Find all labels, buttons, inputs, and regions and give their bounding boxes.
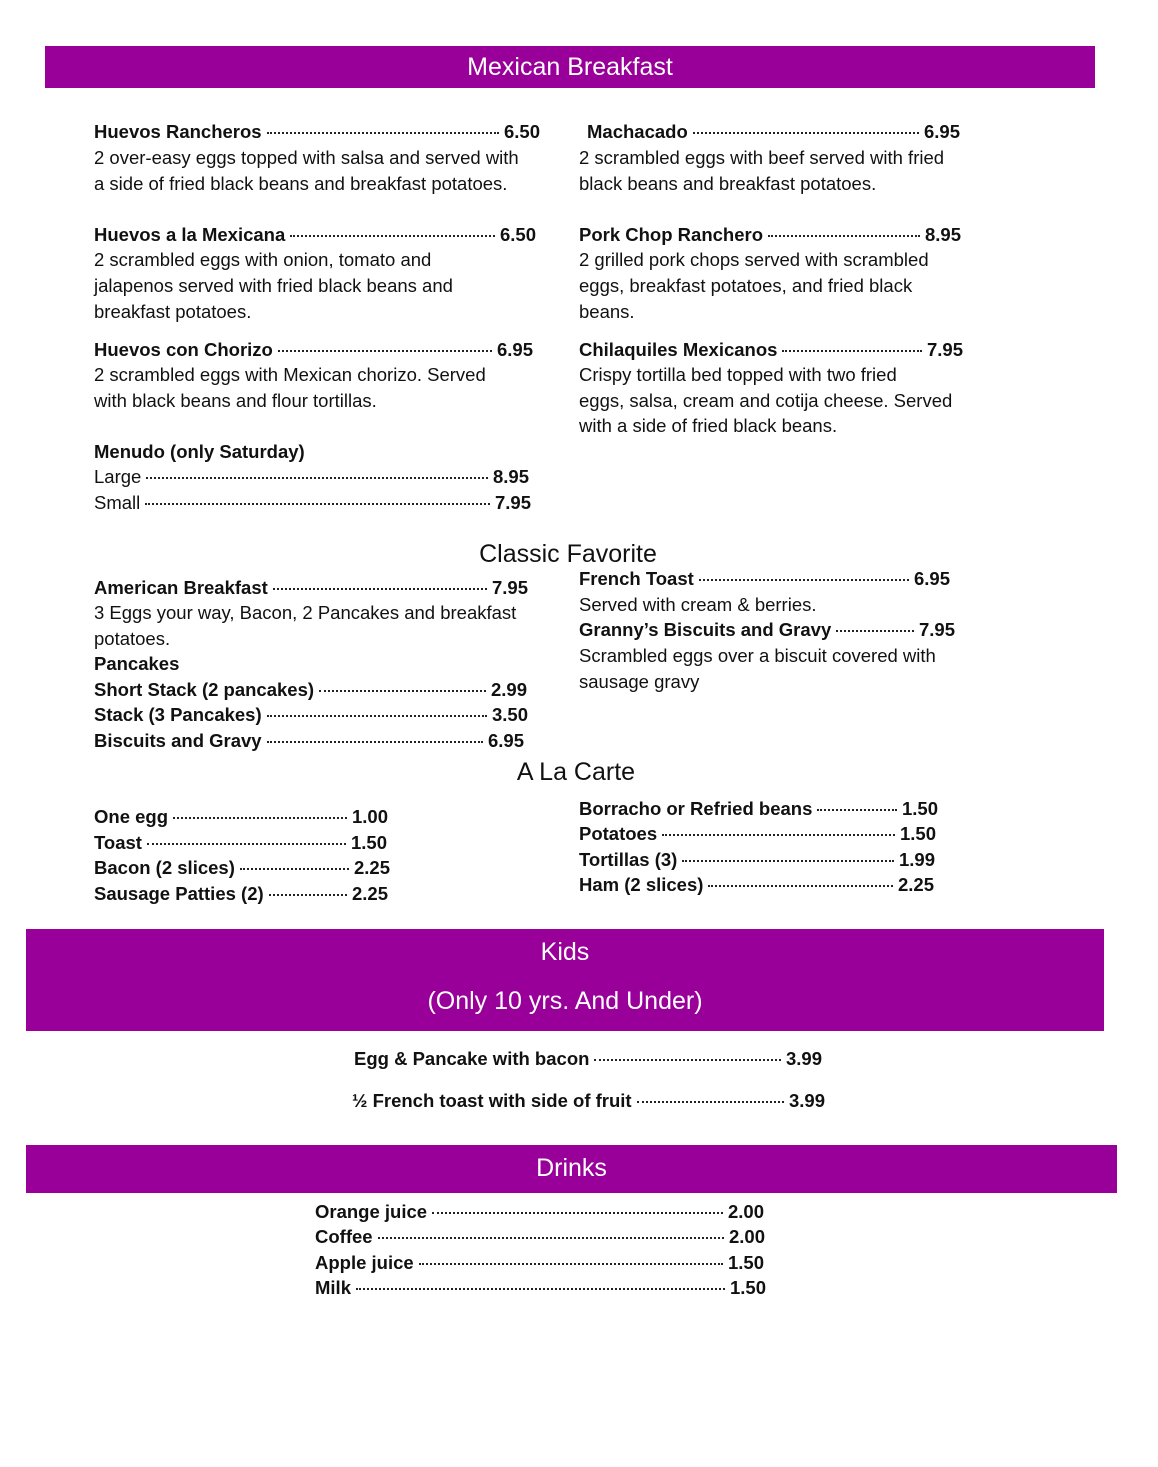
menu-item bbox=[315, 1252, 764, 1276]
item-price: 3.99 bbox=[785, 1048, 822, 1069]
dot-leader bbox=[693, 132, 919, 134]
item-name: Pork Chop Ranchero bbox=[579, 224, 763, 245]
menu-item bbox=[94, 704, 528, 728]
menu-item bbox=[94, 224, 536, 248]
section-title-a-la-carte: A La Carte bbox=[516, 758, 636, 786]
item-description: potatoes. bbox=[94, 628, 171, 649]
menu-item bbox=[94, 832, 387, 856]
menu-item bbox=[94, 492, 531, 516]
item-name: Huevos Rancheros bbox=[94, 121, 262, 142]
menudo-title: Menudo (only Saturday) bbox=[94, 441, 305, 462]
item-price: 2.99 bbox=[490, 679, 527, 700]
item-name: ½ French toast with side of fruit bbox=[352, 1090, 632, 1111]
dot-leader bbox=[319, 690, 486, 692]
menu-item bbox=[315, 1277, 766, 1301]
item-price: 1.50 bbox=[901, 798, 938, 819]
item-description: eggs, salsa, cream and cotija cheese. Served bbox=[579, 390, 953, 411]
item-description: 3 Eggs your way, Bacon, 2 Pancakes and breakfast bbox=[94, 602, 517, 623]
item-name: Apple juice bbox=[315, 1252, 414, 1273]
item-price: 1.00 bbox=[351, 806, 388, 827]
dot-leader bbox=[419, 1263, 723, 1265]
dot-leader bbox=[278, 350, 492, 352]
item-description: Crispy tortilla bed topped with two fried bbox=[579, 364, 897, 385]
section-subtitle: (Only 10 yrs. And Under) bbox=[427, 987, 703, 1015]
pancakes-label: Pancakes bbox=[94, 653, 180, 674]
menu-item bbox=[352, 1090, 825, 1114]
item-name: Chilaquiles Mexicanos bbox=[579, 339, 778, 360]
item-name: Sausage Patties (2) bbox=[94, 883, 264, 904]
item-price: 3.99 bbox=[788, 1090, 825, 1111]
menu-item bbox=[94, 730, 524, 754]
item-description: jalapenos served with fried black beans and bbox=[94, 275, 453, 296]
menu-item bbox=[94, 883, 388, 907]
menu-item bbox=[579, 339, 963, 363]
section-title: Mexican Breakfast bbox=[467, 53, 673, 81]
dot-leader bbox=[147, 843, 346, 845]
menu-item bbox=[354, 1048, 822, 1072]
item-price: 7.95 bbox=[918, 619, 955, 640]
item-name: Milk bbox=[315, 1277, 351, 1298]
item-price: 8.95 bbox=[492, 466, 529, 487]
item-price: 2.25 bbox=[351, 883, 388, 904]
item-price: 6.50 bbox=[499, 224, 536, 245]
menu-item bbox=[94, 806, 388, 830]
section-header-mexican-breakfast bbox=[45, 46, 1095, 88]
item-price: 2.25 bbox=[897, 874, 934, 895]
item-name: Bacon (2 slices) bbox=[94, 857, 235, 878]
dot-leader bbox=[267, 132, 499, 134]
item-description: with black beans and flour tortillas. bbox=[94, 390, 377, 411]
item-description: breakfast potatoes. bbox=[94, 301, 252, 322]
item-name: Huevos con Chorizo bbox=[94, 339, 273, 360]
item-name: Small bbox=[94, 492, 141, 513]
dot-leader bbox=[240, 868, 349, 870]
item-price: 2.00 bbox=[727, 1201, 764, 1222]
dot-leader bbox=[267, 715, 487, 717]
dot-leader bbox=[273, 588, 487, 590]
menu-item bbox=[94, 679, 527, 703]
dot-leader bbox=[768, 235, 920, 237]
item-description: 2 grilled pork chops served with scrambled bbox=[579, 249, 929, 270]
menu-item bbox=[579, 619, 955, 643]
item-price: 1.99 bbox=[898, 849, 935, 870]
dot-leader bbox=[290, 235, 495, 237]
section-header-kids bbox=[26, 929, 1104, 1031]
dot-leader bbox=[662, 834, 895, 836]
item-name: Granny’s Biscuits and Gravy bbox=[579, 619, 832, 640]
menu-item bbox=[315, 1226, 765, 1250]
item-name: Short Stack (2 pancakes) bbox=[94, 679, 315, 700]
item-name: Stack (3 Pancakes) bbox=[94, 704, 262, 725]
item-description: eggs, breakfast potatoes, and fried black bbox=[579, 275, 913, 296]
item-price: 6.50 bbox=[503, 121, 540, 142]
dot-leader bbox=[699, 579, 909, 581]
item-description: sausage gravy bbox=[579, 671, 700, 692]
item-price: 3.50 bbox=[491, 704, 528, 725]
item-name: One egg bbox=[94, 806, 169, 827]
item-name: Coffee bbox=[315, 1226, 373, 1247]
section-title-classic-favorite: Classic Favorite bbox=[479, 540, 657, 568]
dot-leader bbox=[836, 630, 914, 632]
dot-leader bbox=[145, 503, 490, 505]
dot-leader bbox=[817, 809, 897, 811]
item-description: with a side of fried black beans. bbox=[579, 415, 838, 436]
item-description: beans. bbox=[579, 301, 635, 322]
item-description: Scrambled eggs over a biscuit covered with bbox=[579, 645, 936, 666]
dot-leader bbox=[432, 1212, 723, 1214]
item-name: Egg & Pancake with bacon bbox=[354, 1048, 590, 1069]
item-name: Tortillas (3) bbox=[579, 849, 678, 870]
menu-item bbox=[94, 466, 529, 490]
menu-item bbox=[94, 857, 390, 881]
dot-leader bbox=[356, 1288, 725, 1290]
item-name: Large bbox=[94, 466, 142, 487]
dot-leader bbox=[682, 860, 894, 862]
item-price: 6.95 bbox=[487, 730, 524, 751]
item-price: 6.95 bbox=[923, 121, 960, 142]
dot-leader bbox=[637, 1101, 784, 1103]
menu-item bbox=[94, 577, 528, 601]
item-price: 7.95 bbox=[491, 577, 528, 598]
item-description: Served with cream & berries. bbox=[579, 594, 817, 615]
item-description: black beans and breakfast potatoes. bbox=[579, 173, 877, 194]
section-title: Kids bbox=[540, 938, 590, 966]
item-name: American Breakfast bbox=[94, 577, 268, 598]
item-name: Ham (2 slices) bbox=[579, 874, 704, 895]
item-price: 6.95 bbox=[913, 568, 950, 589]
dot-leader bbox=[594, 1059, 781, 1061]
menu-item bbox=[587, 121, 960, 145]
item-name: Biscuits and Gravy bbox=[94, 730, 262, 751]
menu-item bbox=[579, 568, 950, 592]
item-price: 1.50 bbox=[899, 823, 936, 844]
item-description: 2 scrambled eggs with onion, tomato and bbox=[94, 249, 432, 270]
item-price: 8.95 bbox=[924, 224, 961, 245]
item-price: 2.00 bbox=[728, 1226, 765, 1247]
item-price: 1.50 bbox=[350, 832, 387, 853]
menu-item bbox=[579, 874, 934, 898]
menu-item bbox=[94, 339, 533, 363]
item-description: 2 scrambled eggs with Mexican chorizo. Served bbox=[94, 364, 486, 385]
dot-leader bbox=[378, 1237, 724, 1239]
item-description: 2 scrambled eggs with beef served with fried bbox=[579, 147, 945, 168]
item-name: Potatoes bbox=[579, 823, 658, 844]
item-name: French Toast bbox=[579, 568, 694, 589]
dot-leader bbox=[267, 741, 483, 743]
item-name: Machacado bbox=[587, 121, 688, 142]
item-name: Orange juice bbox=[315, 1201, 428, 1222]
item-name: Toast bbox=[94, 832, 142, 853]
item-price: 2.25 bbox=[353, 857, 390, 878]
item-price: 6.95 bbox=[496, 339, 533, 360]
item-price: 1.50 bbox=[729, 1277, 766, 1298]
dot-leader bbox=[782, 350, 922, 352]
menu-item bbox=[94, 121, 540, 145]
dot-leader bbox=[269, 894, 347, 896]
dot-leader bbox=[708, 885, 893, 887]
dot-leader bbox=[146, 477, 488, 479]
item-price: 1.50 bbox=[727, 1252, 764, 1273]
item-name: Borracho or Refried beans bbox=[579, 798, 813, 819]
menu-item bbox=[315, 1201, 764, 1225]
section-header-drinks bbox=[26, 1145, 1117, 1193]
item-price: 7.95 bbox=[926, 339, 963, 360]
menu-item bbox=[579, 798, 938, 822]
item-price: 7.95 bbox=[494, 492, 531, 513]
section-title: Drinks bbox=[536, 1154, 607, 1182]
dot-leader bbox=[173, 817, 347, 819]
menu-item bbox=[579, 224, 961, 248]
item-description: a side of fried black beans and breakfast potatoes. bbox=[94, 173, 508, 194]
item-description: 2 over-easy eggs topped with salsa and served with bbox=[94, 147, 519, 168]
item-name: Huevos a la Mexicana bbox=[94, 224, 286, 245]
menu-item bbox=[579, 849, 935, 873]
menu-item bbox=[579, 823, 936, 847]
